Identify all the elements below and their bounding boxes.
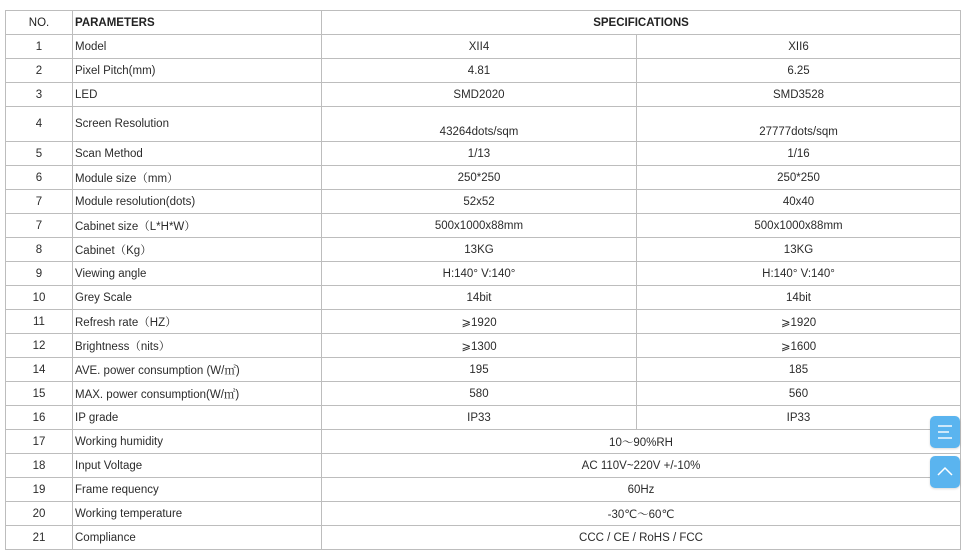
row-value-a: 13KG bbox=[322, 238, 637, 262]
row-param: Scan Method bbox=[73, 142, 322, 166]
row-no: 8 bbox=[6, 238, 73, 262]
spec-table-container bbox=[5, 10, 960, 550]
row-value-a: ⩾1920 bbox=[322, 310, 637, 334]
row-param: Compliance bbox=[73, 526, 322, 550]
row-no: 11 bbox=[6, 310, 73, 334]
row-no: 2 bbox=[6, 59, 73, 83]
table-row bbox=[6, 166, 961, 190]
row-no: 7 bbox=[6, 214, 73, 238]
row-param: Module size（mm） bbox=[73, 166, 322, 190]
row-param: Grey Scale bbox=[73, 286, 322, 310]
row-no: 16 bbox=[6, 406, 73, 430]
back-to-top-button[interactable] bbox=[930, 456, 960, 488]
table-row bbox=[6, 35, 961, 59]
row-value-a: ⩾1300 bbox=[322, 334, 637, 358]
row-param: Cabinet size（L*H*W） bbox=[73, 214, 322, 238]
row-value-shared: -30℃～60℃ bbox=[322, 502, 961, 526]
row-value-b: 500x1000x88mm bbox=[637, 214, 961, 238]
row-value-a: 52x52 bbox=[322, 190, 637, 214]
row-value-a: IP33 bbox=[322, 406, 637, 430]
row-param: Viewing angle bbox=[73, 262, 322, 286]
row-param: Refresh rate（HZ） bbox=[73, 310, 322, 334]
row-param: Model bbox=[73, 35, 322, 59]
row-param: Cabinet（Kg） bbox=[73, 238, 322, 262]
row-value-b: 14bit bbox=[637, 286, 961, 310]
table-row bbox=[6, 190, 961, 214]
row-value-shared: 10～90%RH bbox=[322, 430, 961, 454]
table-row bbox=[6, 382, 961, 406]
row-value-b: ⩾1920 bbox=[637, 310, 961, 334]
row-no: 14 bbox=[6, 358, 73, 382]
table-row bbox=[6, 142, 961, 166]
row-param: IP grade bbox=[73, 406, 322, 430]
row-value-a: 195 bbox=[322, 358, 637, 382]
row-value-shared: CCC / CE / RoHS / FCC bbox=[322, 526, 961, 550]
spec-table bbox=[5, 10, 961, 550]
table-row-merged bbox=[6, 502, 961, 526]
table-row bbox=[6, 406, 961, 430]
row-param: Working temperature bbox=[73, 502, 322, 526]
row-no: 19 bbox=[6, 478, 73, 502]
table-row bbox=[6, 262, 961, 286]
row-param: Brightness（nits） bbox=[73, 334, 322, 358]
row-value-a: H:140° V:140° bbox=[322, 262, 637, 286]
table-row bbox=[6, 358, 961, 382]
table-header-row bbox=[6, 11, 961, 35]
row-no: 18 bbox=[6, 454, 73, 478]
row-value-a: XII4 bbox=[322, 35, 637, 59]
chevron-up-icon bbox=[936, 463, 954, 481]
row-value-shared: 60Hz bbox=[322, 478, 961, 502]
row-no: 12 bbox=[6, 334, 73, 358]
row-value-a: 1/13 bbox=[322, 142, 637, 166]
row-value-b: 40x40 bbox=[637, 190, 961, 214]
header-specifications: SPECIFICATIONS bbox=[322, 11, 961, 35]
row-no: 17 bbox=[6, 430, 73, 454]
row-no: 7 bbox=[6, 190, 73, 214]
row-value-b: 13KG bbox=[637, 238, 961, 262]
row-no: 3 bbox=[6, 83, 73, 107]
row-no: 6 bbox=[6, 166, 73, 190]
row-value-b: 185 bbox=[637, 358, 961, 382]
table-row-merged bbox=[6, 454, 961, 478]
row-value-b: 250*250 bbox=[637, 166, 961, 190]
table-row bbox=[6, 107, 961, 142]
row-no: 1 bbox=[6, 35, 73, 59]
row-value-b: IP33 bbox=[637, 406, 961, 430]
row-param: Pixel Pitch(mm) bbox=[73, 59, 322, 83]
table-row bbox=[6, 334, 961, 358]
row-param: Frame requency bbox=[73, 478, 322, 502]
table-row-merged bbox=[6, 526, 961, 550]
row-param: MAX. power consumption(W/㎡) bbox=[73, 382, 322, 406]
table-row-merged bbox=[6, 430, 961, 454]
row-value-b: 560 bbox=[637, 382, 961, 406]
table-row bbox=[6, 83, 961, 107]
row-value-a: 500x1000x88mm bbox=[322, 214, 637, 238]
table-row bbox=[6, 310, 961, 334]
row-no: 15 bbox=[6, 382, 73, 406]
table-row bbox=[6, 286, 961, 310]
row-no: 4 bbox=[6, 107, 73, 142]
row-no: 21 bbox=[6, 526, 73, 550]
row-param: Working humidity bbox=[73, 430, 322, 454]
row-value-b: 1/16 bbox=[637, 142, 961, 166]
row-value-b: 6.25 bbox=[637, 59, 961, 83]
row-value-a: SMD2020 bbox=[322, 83, 637, 107]
row-no: 9 bbox=[6, 262, 73, 286]
row-param: Input Voltage bbox=[73, 454, 322, 478]
table-row bbox=[6, 238, 961, 262]
row-value-b: XII6 bbox=[637, 35, 961, 59]
row-param: Screen Resolution bbox=[73, 107, 322, 142]
header-no: NO. bbox=[6, 11, 73, 35]
menu-lines-icon bbox=[936, 423, 954, 441]
header-parameters: PARAMETERS bbox=[73, 11, 322, 35]
menu-button[interactable] bbox=[930, 416, 960, 448]
row-value-a: 4.81 bbox=[322, 59, 637, 83]
row-param: Module resolution(dots) bbox=[73, 190, 322, 214]
table-row bbox=[6, 214, 961, 238]
row-no: 10 bbox=[6, 286, 73, 310]
row-value-b: H:140° V:140° bbox=[637, 262, 961, 286]
table-row-merged bbox=[6, 478, 961, 502]
row-no: 5 bbox=[6, 142, 73, 166]
row-param: AVE. power consumption (W/㎡) bbox=[73, 358, 322, 382]
row-value-b: SMD3528 bbox=[637, 83, 961, 107]
row-no: 20 bbox=[6, 502, 73, 526]
row-value-a: 580 bbox=[322, 382, 637, 406]
table-row bbox=[6, 59, 961, 83]
row-value-a: 14bit bbox=[322, 286, 637, 310]
row-value-a: 250*250 bbox=[322, 166, 637, 190]
row-value-a: 43264dots/sqm bbox=[322, 107, 637, 142]
row-value-b: 27777dots/sqm bbox=[637, 107, 961, 142]
row-value-b: ⩾1600 bbox=[637, 334, 961, 358]
row-param: LED bbox=[73, 83, 322, 107]
row-value-shared: AC 110V~220V +/-10% bbox=[322, 454, 961, 478]
